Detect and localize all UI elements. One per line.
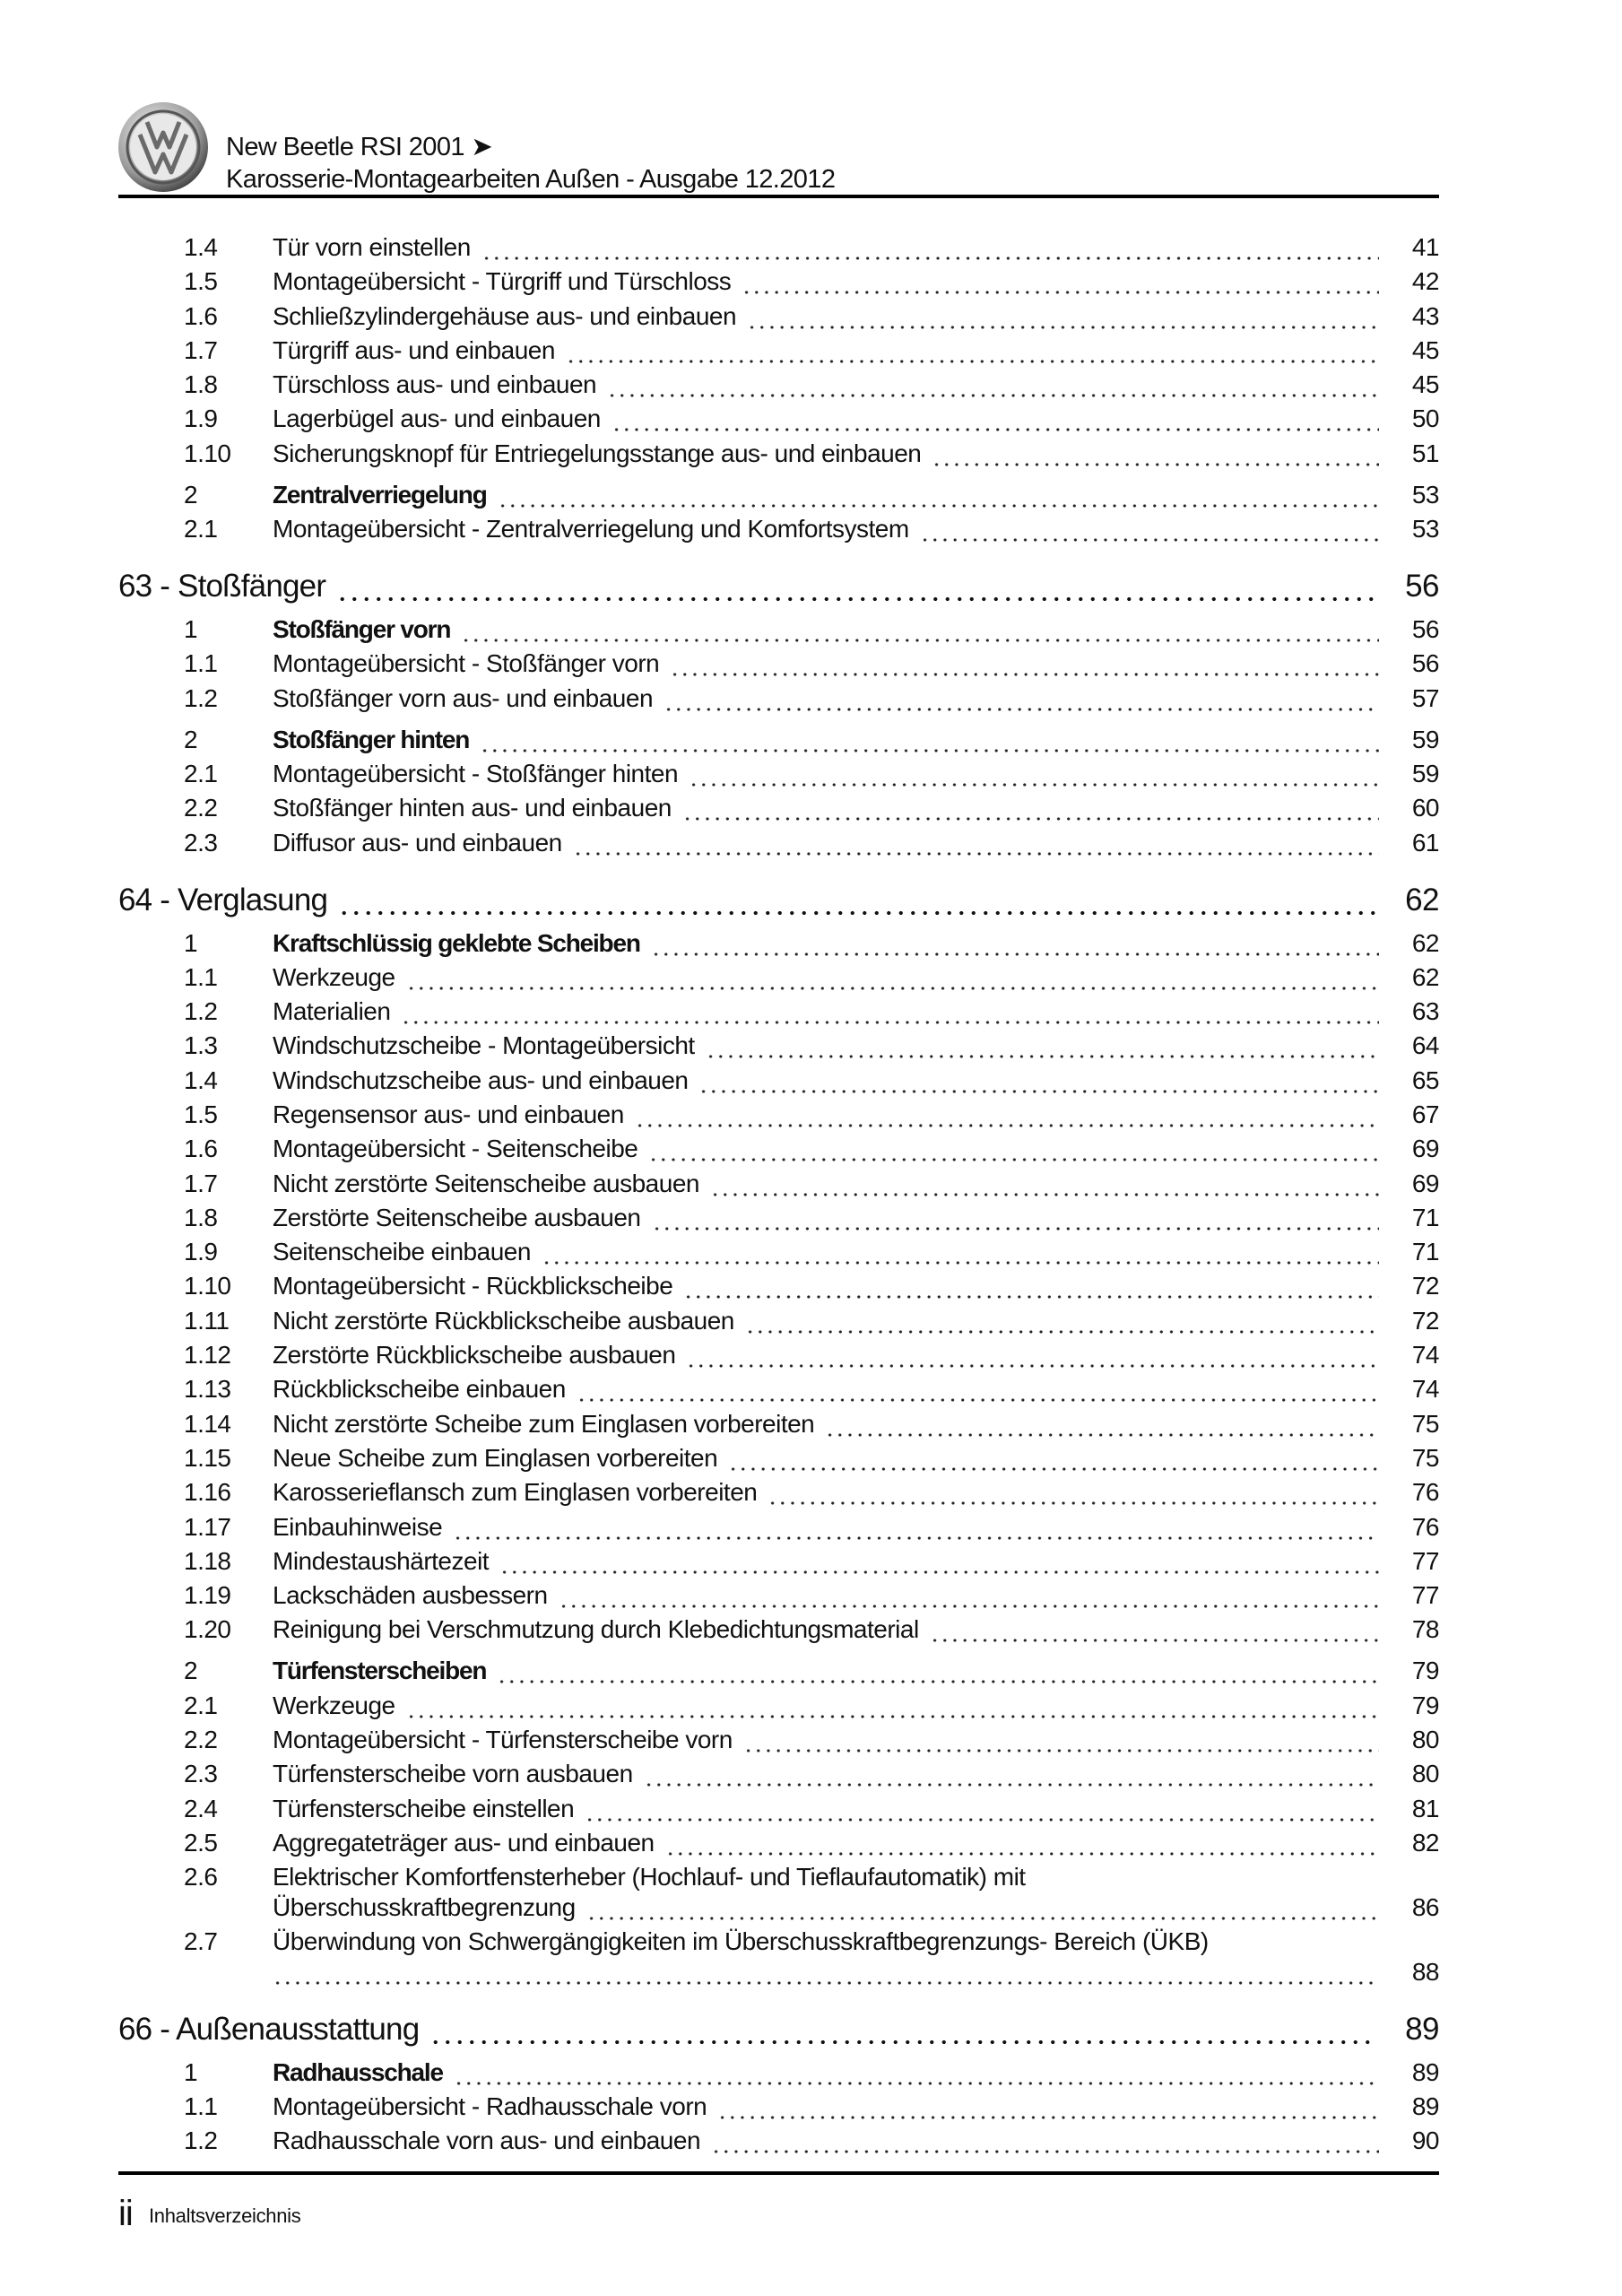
toc-entry-number: 2 [184,480,198,509]
toc-entry-title: Türgriff aus- und einbauen [273,335,555,364]
toc-entry-page: 71 [1411,1238,1439,1266]
vw-logo [117,100,210,194]
toc-entry[interactable] [118,230,1439,265]
toc-entry-title: Zerstörte Rückblickscheibe ausbauen [273,1341,676,1370]
toc-entry-number: 1.3 [184,1031,218,1060]
toc-entry-page: 75 [1411,1443,1439,1472]
toc-entry-title: 63 - Stoßfänger [118,569,326,604]
toc-entry-number: 2.1 [184,515,218,544]
toc-entry-title: Montageübersicht - Stoßfänger vorn [273,649,660,678]
toc-entry-line [118,1955,1439,1989]
toc-entry-page: 64 [1411,1031,1439,1060]
dot-leader [711,2124,1379,2158]
toc-entry-page: 79 [1411,1657,1439,1685]
toc-entry[interactable] [118,1269,1439,1303]
toc-entry-page: 90 [1411,2126,1439,2155]
toc-entry-number: 1.5 [184,1100,218,1128]
toc-entry[interactable] [118,1510,1439,1544]
toc-entry-title: Stoßfänger vorn aus- und einbauen [273,683,654,712]
toc-entry-title: Karosserieflansch zum Einglasen vorbereiten [273,1478,758,1507]
dot-leader [566,334,1379,368]
toc-entry-page: 77 [1411,1581,1439,1610]
toc-entry-title: Nicht zerstörte Scheibe zum Einglasen vorbereiten [273,1409,815,1438]
dot-leader [728,1441,1379,1475]
toc-entry-title: Stoßfänger hinten [273,725,470,753]
toc-entry-title: Kraftschlüssig geklebte Scheiben [273,928,640,957]
toc-entry-number: 2.3 [184,1760,218,1788]
toc-entry[interactable] [118,2090,1439,2124]
document-subtitle: Karosserie-Montagearbeiten Außen - Ausgabe 12.2012 [226,165,836,194]
dot-leader [429,2011,1377,2048]
toc-entry-page: 74 [1411,1341,1439,1370]
dot-leader [586,1891,1379,1925]
toc-entry-page: 62 [1411,962,1439,991]
toc-entry-title: Aggregateträger aus- und einbauen [273,1828,655,1857]
dot-leader [930,1613,1379,1647]
toc-entry-title: Elektrischer Komfortfensterheber (Hochlauf- und Tieflaufautomatik) mit [273,1863,1026,1892]
toc-entry-title: Regensensor aus- und einbauen [273,1100,624,1128]
toc-entry-number: 1.2 [184,997,218,1026]
toc-entry[interactable] [118,368,1439,402]
toc-entry-title: Lackschäden ausbessern [273,1581,548,1610]
toc-entry[interactable] [118,1475,1439,1509]
toc-entry-title: Werkzeuge [273,962,395,991]
toc-entry[interactable] [118,1338,1439,1372]
toc-entry[interactable] [118,1407,1439,1441]
toc-entry[interactable] [118,791,1439,825]
footer-label: Inhaltsverzeichnis [149,2205,301,2227]
toc-entry-number: 1.2 [184,683,218,712]
toc-entry[interactable] [118,402,1439,436]
dot-leader [612,402,1379,436]
dot-leader [336,568,1377,605]
toc-section[interactable] [118,1654,1439,1688]
toc-entry-title: Türschloss aus- und einbauen [273,370,597,399]
toc-entry[interactable] [118,1064,1439,1098]
toc-entry-title: Zerstörte Seitenscheibe ausbauen [273,1203,641,1231]
toc-entry-title: Sicherungsknopf für Entriegelungsstange aus- und einbauen [273,439,922,467]
dot-leader [607,368,1379,402]
dot-leader [497,1654,1379,1688]
toc-entry-page: 59 [1411,725,1439,753]
toc-entry-page: 79 [1411,1691,1439,1719]
toc-entry-line [118,1891,1439,1925]
toc-entry[interactable] [118,1235,1439,1269]
dot-leader [406,1689,1379,1723]
toc-entry[interactable] [118,1864,1439,1925]
dot-leader [717,2090,1379,2124]
toc-entry-title: Werkzeuge [273,1691,395,1719]
dot-leader [338,882,1377,919]
toc-entry[interactable] [118,437,1439,471]
toc-entry-page: 78 [1411,1615,1439,1644]
dot-leader [499,1544,1379,1578]
toc-entry[interactable] [118,334,1439,368]
toc-entry[interactable] [118,647,1439,681]
toc-entry-title: Zentralverriegelung [273,480,487,509]
toc-entry-title: Montageübersicht - Seitenscheibe [273,1135,638,1163]
toc-entry-page: 41 [1411,233,1439,261]
toc-entry-page: 89 [1411,2092,1439,2121]
toc-entry-page: 67 [1411,1100,1439,1128]
dot-leader [686,1338,1379,1372]
dot-leader [664,682,1379,716]
toc-entry-number: 1.8 [184,1203,218,1231]
toc-entry-title: Radhausschale vorn aus- und einbauen [273,2126,701,2155]
toc-entry-number: 2 [184,725,198,753]
toc-entry-title: Windschutzscheibe - Montageübersicht [273,1031,695,1060]
dot-leader [480,723,1379,757]
toc-entry-title: Seitenscheibe einbauen [273,1238,531,1266]
toc-entry-title: Mindestaushärtezeit [273,1546,490,1575]
toc-entry-title: Montageübersicht - Radhausschale vorn [273,2092,707,2121]
dot-leader [648,1132,1379,1166]
toc-entry-page: 71 [1411,1203,1439,1231]
toc-entry-title: Radhausschale [273,2057,443,2086]
toc-entry-number: 1.6 [184,1135,218,1163]
dot-leader [461,613,1379,647]
dot-leader [401,995,1379,1029]
toc-entry-title: Montageübersicht - Zentralverriegelung und Komfortsystem [273,515,909,544]
toc-entry-title: Tür vorn einstellen [273,233,471,261]
toc-entry-number: 2.7 [184,1927,218,1956]
toc-entry[interactable] [118,1613,1439,1647]
dot-leader [273,1955,1379,1989]
dot-leader [682,791,1379,825]
toc-entry-page: 60 [1411,794,1439,822]
toc-entry-number: 1.2 [184,2126,218,2155]
toc-entry-title: Schließzylindergehäuse aus- und einbauen [273,301,737,330]
toc-entry-number: 1.7 [184,1169,218,1197]
toc-entry-number: 1.6 [184,301,218,330]
toc-entry[interactable] [118,682,1439,716]
dot-leader [542,1235,1379,1269]
toc-entry-title: Lagerbügel aus- und einbauen [273,404,601,433]
toc-entry-title: Montageübersicht - Türfensterscheibe vorn [273,1726,733,1754]
toc-section[interactable] [118,478,1439,512]
toc-entry-number: 2.3 [184,828,218,857]
toc-entry[interactable] [118,1201,1439,1235]
dot-leader [742,265,1379,299]
toc-entry-page: 59 [1411,759,1439,787]
toc-entry[interactable] [118,1928,1439,1989]
toc-entry-number: 1.1 [184,962,218,991]
toc-entry-number: 1.7 [184,335,218,364]
toc-entry-page: 89 [1405,2012,1439,2048]
toc-entry-page: 57 [1411,683,1439,712]
toc-entry-page: 63 [1411,997,1439,1026]
toc-entry-page: 50 [1411,404,1439,433]
dot-leader [481,230,1379,265]
toc-entry-number: 1 [184,928,198,957]
dot-leader [743,1723,1379,1757]
toc-entry-title: 64 - Verglasung [118,882,328,918]
toc-entry-title: Türfensterscheibe einstellen [273,1794,575,1822]
toc-entry-number: 1.20 [184,1615,231,1644]
toc-entry-number: 2.1 [184,1691,218,1719]
dot-leader [577,1372,1379,1406]
footer-page-number: ii [118,2194,133,2233]
toc-entry-number: 1.8 [184,370,218,399]
toc-entry-number: 2.2 [184,794,218,822]
toc-entry-page: 80 [1411,1760,1439,1788]
toc-entry[interactable] [118,1826,1439,1860]
toc-entry-number: 1 [184,2057,198,2086]
dot-leader [932,437,1379,471]
dot-leader [644,1757,1379,1791]
toc-entry-page: 88 [1411,1958,1439,1987]
toc-entry[interactable] [118,826,1439,860]
toc-entry[interactable] [118,1689,1439,1723]
toc-entry-line [118,1928,1439,1955]
dot-leader [635,1098,1379,1132]
toc-entry-page: 61 [1411,828,1439,857]
toc-entry[interactable] [118,300,1439,334]
toc-entry[interactable] [118,512,1439,546]
toc-entry-page: 62 [1405,882,1439,918]
toc-entry-number: 2.1 [184,759,218,787]
dot-leader [825,1407,1379,1441]
toc-entry-title: Einbauhinweise [273,1512,443,1541]
dot-leader [698,1064,1379,1098]
toc-entry-title: Stoßfänger hinten aus- und einbauen [273,794,672,822]
dot-leader [706,1029,1379,1063]
toc-entry[interactable] [118,995,1439,1029]
toc-entry-page: 81 [1411,1794,1439,1822]
toc-entry-page: 56 [1411,649,1439,678]
toc-entry-page: 77 [1411,1546,1439,1575]
toc-entry-number: 1.10 [184,1272,231,1300]
dot-leader [710,1167,1379,1201]
toc-section[interactable] [118,926,1439,961]
toc-entry-title: Überwindung von Schwergängigkeiten im Überschusskraftbegrenzungs- Bereich (ÜKB) [273,1927,1209,1956]
toc-entry-page: 69 [1411,1135,1439,1163]
toc-entry[interactable] [118,1723,1439,1757]
toc-entry-page: 42 [1411,267,1439,296]
footer-rule [118,2171,1439,2175]
toc-entry-page: 56 [1411,615,1439,644]
toc-entry[interactable] [118,1304,1439,1338]
toc-entry-title: Montageübersicht - Rückblickscheibe [273,1272,673,1300]
toc-entry-page: 80 [1411,1726,1439,1754]
toc-entry-page: 45 [1411,335,1439,364]
toc-entry-title: Windschutzscheibe aus- und einbauen [273,1065,689,1094]
toc-entry-number: 1.16 [184,1478,231,1507]
table-of-contents [118,230,1439,2159]
toc-entry[interactable] [118,265,1439,299]
toc-entry-page: 56 [1405,569,1439,604]
toc-section[interactable] [118,2056,1439,2090]
toc-entry[interactable] [118,1132,1439,1166]
dot-leader [498,478,1379,512]
dot-leader [920,512,1379,546]
toc-entry[interactable] [118,1792,1439,1826]
toc-entry-number: 1.4 [184,1065,218,1094]
toc-entry[interactable] [118,1544,1439,1578]
toc-chapter[interactable] [118,568,1439,605]
toc-entry-page: 62 [1411,928,1439,957]
toc-entry[interactable] [118,1029,1439,1063]
dot-leader [406,961,1379,995]
toc-entry-title: Materialien [273,997,391,1026]
toc-entry[interactable] [118,1167,1439,1201]
toc-entry-number: 1.19 [184,1581,231,1610]
dot-leader [768,1475,1379,1509]
dot-leader [670,647,1379,681]
toc-entry-title: Reinigung bei Verschmutzung durch Klebedichtungsmaterial [273,1615,919,1644]
toc-entry-page: 76 [1411,1478,1439,1507]
dot-leader [559,1578,1379,1613]
document-title: New Beetle RSI 2001 ➤ [226,133,493,161]
toc-section[interactable] [118,723,1439,757]
dot-leader [573,826,1379,860]
toc-entry-page: 74 [1411,1375,1439,1404]
dot-leader [683,1269,1379,1303]
toc-entry-number: 2.5 [184,1828,218,1857]
toc-section[interactable] [118,613,1439,647]
toc-entry-page: 72 [1411,1306,1439,1335]
toc-entry-page: 72 [1411,1272,1439,1300]
toc-entry-page: 45 [1411,370,1439,399]
toc-entry-page: 75 [1411,1409,1439,1438]
toc-entry-title: Rückblickscheibe einbauen [273,1375,566,1404]
toc-chapter[interactable] [118,882,1439,919]
toc-entry[interactable] [118,1441,1439,1475]
toc-entry[interactable] [118,1578,1439,1613]
toc-entry-number: 1.13 [184,1375,231,1404]
toc-entry-number: 2 [184,1657,198,1685]
toc-entry-page: 89 [1411,2057,1439,2086]
dot-leader [665,1826,1379,1860]
toc-entry-page: 69 [1411,1169,1439,1197]
toc-entry-page: 53 [1411,515,1439,544]
toc-entry-title: Stoßfänger vorn [273,615,451,644]
dot-leader [651,926,1379,961]
toc-entry-number: 2.4 [184,1794,218,1822]
toc-entry[interactable] [118,2124,1439,2158]
toc-entry-title: Türfensterscheibe vorn ausbauen [273,1760,633,1788]
toc-entry-number: 1.17 [184,1512,231,1541]
toc-entry-title: Neue Scheibe zum Einglasen vorbereiten [273,1443,718,1472]
dot-leader [745,1304,1379,1338]
toc-entry[interactable] [118,757,1439,791]
dot-leader [689,757,1379,791]
toc-entry-number: 1.14 [184,1409,231,1438]
toc-entry[interactable] [118,1372,1439,1406]
toc-entry-page: 53 [1411,480,1439,509]
dot-leader [454,2056,1379,2090]
toc-entry-title: 66 - Außenausstattung [118,2012,420,2048]
toc-chapter[interactable] [118,2011,1439,2048]
toc-entry-number: 2.2 [184,1726,218,1754]
toc-entry-title: Türfensterscheiben [273,1657,487,1685]
toc-entry-number: 1.9 [184,1238,218,1266]
toc-entry-number: 1.4 [184,233,218,261]
toc-entry-page: 43 [1411,301,1439,330]
toc-entry-page: 86 [1411,1893,1439,1922]
toc-entry-number: 1.5 [184,267,218,296]
toc-entry-number: 1.18 [184,1546,231,1575]
toc-entry-title: Diffusor aus- und einbauen [273,828,562,857]
dot-leader [652,1201,1380,1235]
toc-entry-line [118,1864,1439,1891]
toc-entry-number: 1.12 [184,1341,231,1370]
toc-entry-number: 1 [184,615,198,644]
toc-entry-page: 51 [1411,439,1439,467]
toc-entry-title-continued: Überschusskraftbegrenzung [273,1893,576,1922]
header-rule [118,195,1439,198]
toc-entry-number: 1.1 [184,649,218,678]
dot-leader [585,1792,1379,1826]
toc-entry-number: 1.15 [184,1443,231,1472]
toc-entry-number: 1.10 [184,439,231,467]
toc-entry-number: 2.6 [184,1863,218,1892]
toc-entry-page: 76 [1411,1512,1439,1541]
toc-entry-number: 1.11 [184,1306,230,1335]
toc-entry-page: 82 [1411,1828,1439,1857]
dot-leader [453,1510,1379,1544]
toc-entry-page: 65 [1411,1065,1439,1094]
toc-entry[interactable] [118,961,1439,995]
toc-entry-title: Montageübersicht - Stoßfänger hinten [273,759,679,787]
toc-entry-title: Montageübersicht - Türgriff und Türschloss [273,267,732,296]
toc-entry[interactable] [118,1098,1439,1132]
toc-entry-title: Nicht zerstörte Seitenscheibe ausbauen [273,1169,699,1197]
toc-entry-number: 1.9 [184,404,218,433]
toc-entry[interactable] [118,1757,1439,1791]
toc-entry-title: Nicht zerstörte Rückblickscheibe ausbauen [273,1306,734,1335]
dot-leader [747,300,1379,334]
toc-entry-number: 1.1 [184,2092,218,2121]
